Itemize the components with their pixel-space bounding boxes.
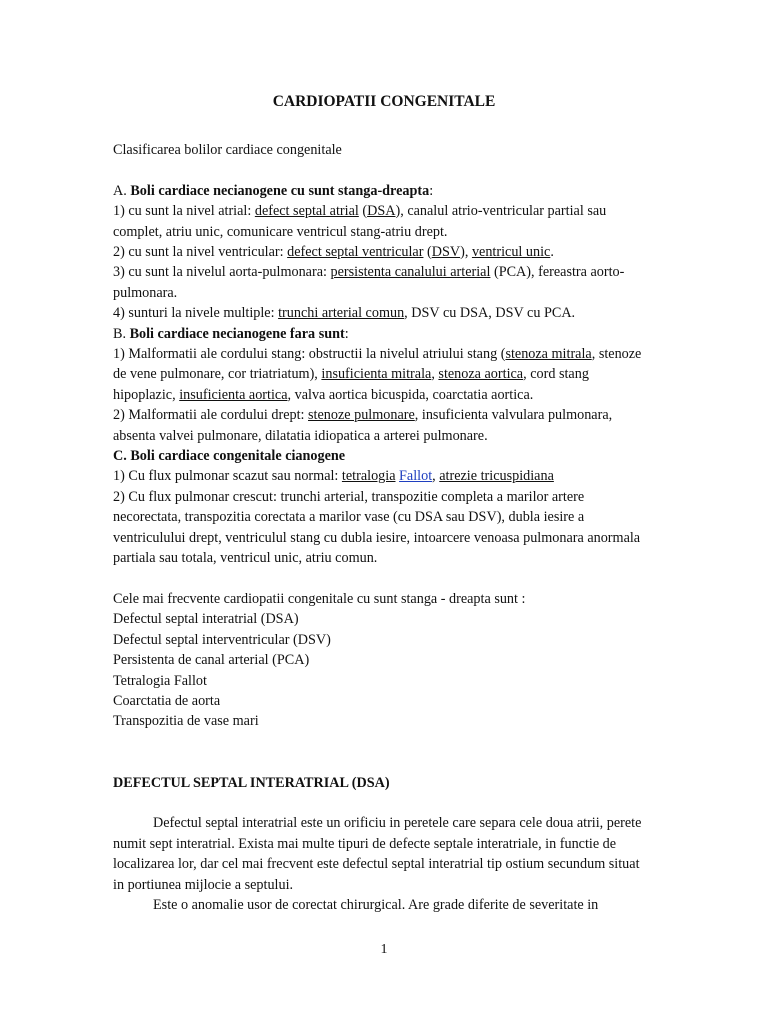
text: 1) cu sunt la nivel atrial: xyxy=(113,203,255,220)
section-c-item-1 xyxy=(113,466,653,486)
text: , valva aortica bicuspida, coarctatia aortica. xyxy=(287,386,534,403)
section-b-heading xyxy=(113,324,653,344)
underlined-term: stenoze pulmonare xyxy=(308,407,415,424)
underlined-term: insuficienta aortica xyxy=(179,386,288,403)
text: 2) cu sunt la nivel ventricular: xyxy=(113,244,288,261)
section-a-heading xyxy=(113,181,653,201)
underlined-term: defect septal atrial xyxy=(254,203,359,220)
section-c-item-2: 2) Cu flux pulmonar crescut: trunchi arterial, transpozitie completa a marilor artere necorectata, transpozitia corectata a marilor vase (cu DSA sau DSV), dubla iesire a ventriculului drept, ventriculul stang cu dubla iesire, intoarcere venoasa pulmonara anormala partiala sau totala, ventricul unic, atriu comun. xyxy=(113,488,641,567)
text: 1) Malformatii ale cordului stang: obstructii la nivelul atriului stang ( xyxy=(113,346,506,363)
section-c-heading: C. Boli cardiace congenitale cianogene xyxy=(113,448,346,465)
dsa-paragraph-2: Este o anomalie usor de corectat chirurgical. Are grade diferite de severitate in xyxy=(153,896,599,913)
text: ( xyxy=(358,203,368,220)
document-title: CARDIOPATII CONGENITALE xyxy=(272,93,496,110)
dsa-paragraph-1: Defectul septal interatrial este un orificiu in peretele care separa cele doua atrii, perete numit sept interatrial. Exista mai multe tipuri de defecte septale interatriale, in functie de localizarea lor, dar cel mai frecvent este defectul septal interatrial tip ostium secundum situat in portiunea mijlocie a septului. xyxy=(113,815,642,893)
section-a-item-3 xyxy=(113,262,653,303)
text: , stenoze de vene pulmonare, cor triatriatum), xyxy=(113,346,642,383)
text: , DSV cu DSA, DSV cu PCA. xyxy=(404,305,576,322)
spacer xyxy=(113,752,653,772)
underlined-term: tetralogia xyxy=(341,468,396,485)
document-body xyxy=(113,140,653,915)
text: , cord stang hipoplazic, xyxy=(113,366,589,403)
text: 1) Cu flux pulmonar scazut sau normal: xyxy=(113,468,342,485)
underlined-term: DSV xyxy=(431,244,461,261)
underlined-term: atrezie tricuspidiana xyxy=(439,468,554,485)
section-a-title: Boli cardiace necianogene cu sunt stanga-dreapta xyxy=(130,182,430,199)
frequent-item: Transpozitia de vase mari xyxy=(113,713,259,730)
dsa-heading: DEFECTUL SEPTAL INTERATRIAL (DSA) xyxy=(113,774,390,791)
text: 4) sunturi la nivele multiple: xyxy=(113,305,279,322)
text: ), canalul atrio-ventricular partial sau complet, atriu unic, comunicare ventricul stang-atriu drept. xyxy=(113,203,607,240)
section-b-colon: : xyxy=(344,325,349,342)
text: 2) Malformatii ale cordului drept: xyxy=(113,407,309,424)
frequent-item: Defectul septal interventricular (DSV) xyxy=(113,631,331,648)
spacer xyxy=(113,160,653,180)
spacer xyxy=(113,793,653,813)
underlined-term: trunchi arterial comun xyxy=(278,305,405,322)
page-number: 1 xyxy=(380,942,388,957)
fallot-link[interactable]: Fallot xyxy=(399,468,433,485)
spacer xyxy=(113,569,653,589)
section-a-item-2 xyxy=(113,242,653,262)
section-b-letter: B. xyxy=(113,325,130,342)
frequent-item: Coarctatia de aorta xyxy=(113,692,221,709)
text: , xyxy=(431,366,439,383)
section-a-letter: A. xyxy=(113,182,131,199)
frequent-intro: Cele mai frecvente cardiopatii congenitale cu sunt stanga - dreapta sunt : xyxy=(113,590,526,607)
section-a-item-4 xyxy=(113,303,653,323)
text: , insuficienta valvulara pulmonara, absenta valvei pulmonare, dilatatia idiopatica a arterei pulmonare. xyxy=(113,407,613,444)
frequent-item: Persistenta de canal arterial (PCA) xyxy=(113,652,310,669)
intro-line: Clasificarea bolilor cardiace congenitale xyxy=(113,142,342,158)
section-b-item-1 xyxy=(113,344,653,405)
underlined-term: DSA xyxy=(367,203,396,220)
text: (PCA), fereastra aorto-pulmonara. xyxy=(113,264,625,301)
text: 3) cu sunt la nivelul aorta-pulmonara: xyxy=(113,264,331,281)
frequent-item: Defectul septal interatrial (DSA) xyxy=(113,611,299,628)
text: ), xyxy=(460,244,472,261)
section-a-item-1 xyxy=(113,201,653,242)
underlined-term: defect septal ventricular xyxy=(287,244,424,261)
underlined-term: insuficienta mitrala xyxy=(321,366,432,383)
frequent-item: Tetralogia Fallot xyxy=(113,672,207,689)
section-b-item-2 xyxy=(113,405,653,446)
section-b-title: Boli cardiace necianogene fara sunt xyxy=(129,325,345,342)
text: . xyxy=(550,244,554,261)
text: , xyxy=(432,468,440,485)
underlined-term: stenoza mitrala xyxy=(505,346,592,363)
spacer xyxy=(113,732,653,752)
underlined-term: persistenta canalului arterial xyxy=(330,264,491,281)
section-a-colon: : xyxy=(429,182,434,199)
underlined-term: stenoza aortica xyxy=(438,366,524,383)
text: ( xyxy=(423,244,432,261)
underlined-term: ventricul unic xyxy=(471,244,551,261)
